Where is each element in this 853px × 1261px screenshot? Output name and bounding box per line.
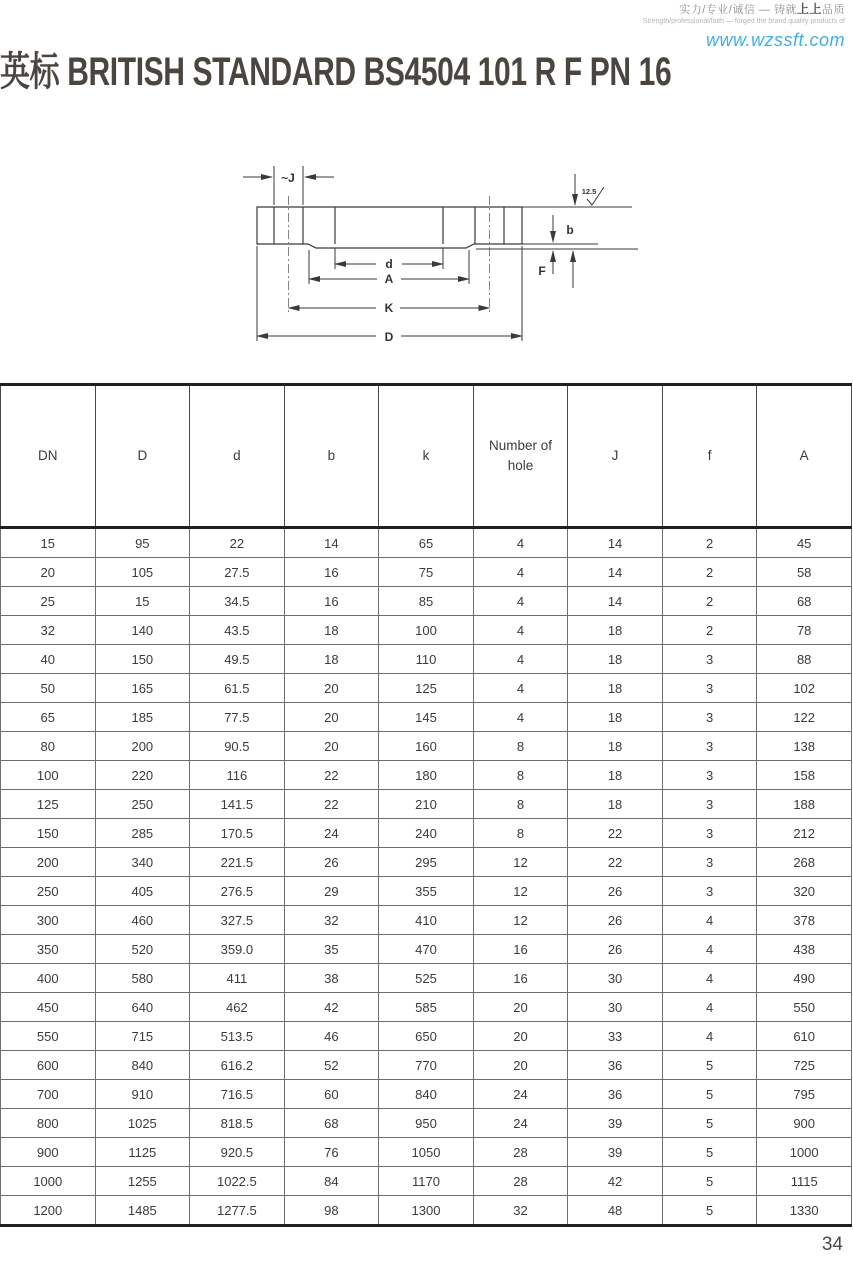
table-cell: 355 <box>379 877 474 906</box>
table-cell: 18 <box>568 703 663 732</box>
table-cell: 26 <box>568 877 663 906</box>
table-cell: 520 <box>95 935 190 964</box>
column-header: k <box>379 385 474 528</box>
table-cell: 410 <box>379 906 474 935</box>
table-cell: 900 <box>757 1109 852 1138</box>
table-cell: 27.5 <box>190 558 285 587</box>
table-cell: 26 <box>568 906 663 935</box>
table-cell: 16 <box>284 558 379 587</box>
table-cell: 212 <box>757 819 852 848</box>
table-cell: 20 <box>284 674 379 703</box>
table-row <box>1 906 852 935</box>
table-cell: 160 <box>379 732 474 761</box>
table-cell: 20 <box>473 993 568 1022</box>
table-cell: 26 <box>284 848 379 877</box>
dim-label-b: b <box>566 223 574 237</box>
spec-table <box>0 383 852 1227</box>
table-cell: 12 <box>473 906 568 935</box>
table-body <box>1 528 852 1226</box>
table-row <box>1 877 852 906</box>
table-cell: 85 <box>379 587 474 616</box>
table-cell: 585 <box>379 993 474 1022</box>
table-cell: 5 <box>662 1138 757 1167</box>
table-cell: 52 <box>284 1051 379 1080</box>
table-cell: 610 <box>757 1022 852 1051</box>
table-cell: 65 <box>379 528 474 558</box>
table-cell: 24 <box>473 1080 568 1109</box>
table-cell: 20 <box>1 558 96 587</box>
table-cell: 188 <box>757 790 852 819</box>
table-cell: 3 <box>662 819 757 848</box>
roughness-value: 12.5 <box>581 187 597 196</box>
table-cell: 250 <box>95 790 190 819</box>
table-cell: 340 <box>95 848 190 877</box>
table-cell: 68 <box>284 1109 379 1138</box>
table-cell: 12 <box>473 877 568 906</box>
table-cell: 122 <box>757 703 852 732</box>
column-header: J <box>568 385 663 528</box>
table-row <box>1 1022 852 1051</box>
table-cell: 39 <box>568 1109 663 1138</box>
table-cell: 8 <box>473 819 568 848</box>
table-cell: 38 <box>284 964 379 993</box>
table-row <box>1 528 852 558</box>
table-cell: 1125 <box>95 1138 190 1167</box>
table-cell: 525 <box>379 964 474 993</box>
table-cell: 105 <box>95 558 190 587</box>
table-cell: 5 <box>662 1109 757 1138</box>
table-cell: 32 <box>473 1196 568 1226</box>
table-row <box>1 790 852 819</box>
table-row <box>1 616 852 645</box>
table-cell: 295 <box>379 848 474 877</box>
table-cell: 14 <box>568 528 663 558</box>
table-cell: 50 <box>1 674 96 703</box>
centerlines <box>289 196 490 314</box>
table-cell: 18 <box>284 645 379 674</box>
table-cell: 165 <box>95 674 190 703</box>
table-cell: 102 <box>757 674 852 703</box>
table-cell: 33 <box>568 1022 663 1051</box>
table-cell: 18 <box>568 790 663 819</box>
table-cell: 32 <box>1 616 96 645</box>
column-header: Number of hole <box>473 385 568 528</box>
brand-name: 上上 <box>796 2 822 16</box>
table-cell: 18 <box>568 645 663 674</box>
table-cell: 840 <box>95 1051 190 1080</box>
table-cell: 2 <box>662 616 757 645</box>
table-cell: 438 <box>757 935 852 964</box>
dim-label-f: F <box>538 264 546 278</box>
table-cell: 4 <box>473 558 568 587</box>
table-cell: 145 <box>379 703 474 732</box>
table-cell: 285 <box>95 819 190 848</box>
table-cell: 800 <box>1 1109 96 1138</box>
table-cell: 405 <box>95 877 190 906</box>
table-cell: 580 <box>95 964 190 993</box>
table-cell: 350 <box>1 935 96 964</box>
table-cell: 36 <box>568 1080 663 1109</box>
table-cell: 140 <box>95 616 190 645</box>
table-cell: 16 <box>473 935 568 964</box>
table-cell: 359.0 <box>190 935 285 964</box>
table-cell: 4 <box>473 528 568 558</box>
table-cell: 3 <box>662 703 757 732</box>
column-header: A <box>757 385 852 528</box>
table-cell: 4 <box>473 703 568 732</box>
table-cell: 14 <box>568 558 663 587</box>
slogan-english: Strength/professional/faith — forged the brand quality products of <box>642 17 845 25</box>
table-cell: 1000 <box>757 1138 852 1167</box>
table-cell: 95 <box>95 528 190 558</box>
table-cell: 35 <box>284 935 379 964</box>
table-cell: 513.5 <box>190 1022 285 1051</box>
table-cell: 300 <box>1 906 96 935</box>
table-row <box>1 732 852 761</box>
table-cell: 715 <box>95 1022 190 1051</box>
table-cell: 1330 <box>757 1196 852 1226</box>
table-cell: 950 <box>379 1109 474 1138</box>
table-cell: 4 <box>662 1022 757 1051</box>
table-cell: 700 <box>1 1080 96 1109</box>
table-cell: 49.5 <box>190 645 285 674</box>
table-cell: 4 <box>473 645 568 674</box>
table-cell: 20 <box>473 1051 568 1080</box>
table-cell: 3 <box>662 877 757 906</box>
table-cell: 8 <box>473 790 568 819</box>
slogan-cn-suffix: 品质 <box>822 4 845 16</box>
table-cell: 8 <box>473 761 568 790</box>
table-cell: 1255 <box>95 1167 190 1196</box>
table-cell: 25 <box>1 587 96 616</box>
table-row <box>1 935 852 964</box>
table-cell: 2 <box>662 558 757 587</box>
table-cell: 45 <box>757 528 852 558</box>
table-cell: 910 <box>95 1080 190 1109</box>
table-cell: 1170 <box>379 1167 474 1196</box>
table-row <box>1 703 852 732</box>
table-cell: 320 <box>757 877 852 906</box>
table-row <box>1 558 852 587</box>
table-cell: 32 <box>284 906 379 935</box>
table-row <box>1 645 852 674</box>
flange-drawing <box>230 150 650 365</box>
table-cell: 20 <box>473 1022 568 1051</box>
table-cell: 48 <box>568 1196 663 1226</box>
table-cell: 40 <box>1 645 96 674</box>
table-cell: 240 <box>379 819 474 848</box>
table-cell: 770 <box>379 1051 474 1080</box>
table-row <box>1 674 852 703</box>
table-row <box>1 1167 852 1196</box>
table-cell: 5 <box>662 1196 757 1226</box>
table-cell: 3 <box>662 761 757 790</box>
table-cell: 12 <box>473 848 568 877</box>
table-cell: 30 <box>568 964 663 993</box>
dim-label-d-outer: D <box>384 330 394 344</box>
table-cell: 61.5 <box>190 674 285 703</box>
table-row <box>1 993 852 1022</box>
table-cell: 490 <box>757 964 852 993</box>
table-cell: 4 <box>662 964 757 993</box>
table-cell: 90.5 <box>190 732 285 761</box>
table-cell: 141.5 <box>190 790 285 819</box>
table-cell: 18 <box>284 616 379 645</box>
table-cell: 200 <box>95 732 190 761</box>
table-cell: 42 <box>568 1167 663 1196</box>
table-cell: 400 <box>1 964 96 993</box>
table-cell: 42 <box>284 993 379 1022</box>
dim-label-k: K <box>384 301 394 315</box>
table-cell: 1300 <box>379 1196 474 1226</box>
table-cell: 98 <box>284 1196 379 1226</box>
table-cell: 88 <box>757 645 852 674</box>
table-cell: 1277.5 <box>190 1196 285 1226</box>
table-cell: 22 <box>284 761 379 790</box>
table-cell: 24 <box>284 819 379 848</box>
table-cell: 65 <box>1 703 96 732</box>
table-cell: 60 <box>284 1080 379 1109</box>
table-cell: 30 <box>568 993 663 1022</box>
table-cell: 210 <box>379 790 474 819</box>
table-cell: 14 <box>284 528 379 558</box>
table-cell: 2 <box>662 528 757 558</box>
table-cell: 150 <box>1 819 96 848</box>
table-row <box>1 1080 852 1109</box>
table-cell: 39 <box>568 1138 663 1167</box>
column-header: b <box>284 385 379 528</box>
table-cell: 920.5 <box>190 1138 285 1167</box>
table-cell: 200 <box>1 848 96 877</box>
slogan-cn-prefix: 实力/专业/诚信 — 铸就 <box>679 4 797 16</box>
table-cell: 138 <box>757 732 852 761</box>
table-cell: 250 <box>1 877 96 906</box>
table-cell: 3 <box>662 732 757 761</box>
table-cell: 4 <box>662 993 757 1022</box>
table-cell: 18 <box>568 674 663 703</box>
table-cell: 14 <box>568 587 663 616</box>
table-cell: 1022.5 <box>190 1167 285 1196</box>
table-cell: 1000 <box>1 1167 96 1196</box>
table-cell: 4 <box>473 674 568 703</box>
table-cell: 185 <box>95 703 190 732</box>
table-cell: 1115 <box>757 1167 852 1196</box>
header-brand-block <box>643 2 845 51</box>
table-cell: 34.5 <box>190 587 285 616</box>
table-cell: 268 <box>757 848 852 877</box>
table-cell: 125 <box>379 674 474 703</box>
table-cell: 22 <box>284 790 379 819</box>
table-cell: 16 <box>284 587 379 616</box>
table-cell: 20 <box>284 703 379 732</box>
table-cell: 78 <box>757 616 852 645</box>
table-row <box>1 1109 852 1138</box>
table-cell: 470 <box>379 935 474 964</box>
table-cell: 125 <box>1 790 96 819</box>
table-cell: 840 <box>379 1080 474 1109</box>
table-cell: 3 <box>662 645 757 674</box>
table-row <box>1 761 852 790</box>
table-cell: 4 <box>473 616 568 645</box>
table-cell: 3 <box>662 848 757 877</box>
table-cell: 46 <box>284 1022 379 1051</box>
table-cell: 5 <box>662 1167 757 1196</box>
table-cell: 15 <box>1 528 96 558</box>
table-cell: 327.5 <box>190 906 285 935</box>
table-cell: 18 <box>568 732 663 761</box>
table-header-row <box>1 385 852 528</box>
table-cell: 3 <box>662 790 757 819</box>
table-cell: 36 <box>568 1051 663 1080</box>
table-cell: 818.5 <box>190 1109 285 1138</box>
table-row <box>1 1138 852 1167</box>
table-cell: 170.5 <box>190 819 285 848</box>
column-header: D <box>95 385 190 528</box>
table-cell: 180 <box>379 761 474 790</box>
table-cell: 18 <box>568 616 663 645</box>
table-cell: 5 <box>662 1080 757 1109</box>
table-cell: 5 <box>662 1051 757 1080</box>
table-cell: 616.2 <box>190 1051 285 1080</box>
table-cell: 43.5 <box>190 616 285 645</box>
page-number: 34 <box>821 1234 843 1255</box>
table-cell: 1050 <box>379 1138 474 1167</box>
table-cell: 80 <box>1 732 96 761</box>
table-cell: 22 <box>568 819 663 848</box>
table-cell: 462 <box>190 993 285 1022</box>
table-cell: 600 <box>1 1051 96 1080</box>
table-cell: 16 <box>473 964 568 993</box>
table-cell: 22 <box>190 528 285 558</box>
table-cell: 8 <box>473 732 568 761</box>
website-url[interactable]: www.wzssft.com <box>705 29 845 50</box>
table-cell: 100 <box>379 616 474 645</box>
table-cell: 28 <box>473 1167 568 1196</box>
table-cell: 100 <box>1 761 96 790</box>
table-cell: 450 <box>1 993 96 1022</box>
table-cell: 460 <box>95 906 190 935</box>
table-cell: 116 <box>190 761 285 790</box>
table-cell: 1485 <box>95 1196 190 1226</box>
table-cell: 110 <box>379 645 474 674</box>
table-cell: 58 <box>757 558 852 587</box>
table-cell: 4 <box>662 906 757 935</box>
table-cell: 77.5 <box>190 703 285 732</box>
column-header: DN <box>1 385 96 528</box>
table-cell: 378 <box>757 906 852 935</box>
page-title: 英标 BRITISH STANDARD BS4504 101 R F PN 16 <box>0 50 672 94</box>
table-cell: 1200 <box>1 1196 96 1226</box>
table-cell: 640 <box>95 993 190 1022</box>
table-cell: 15 <box>95 587 190 616</box>
table-cell: 150 <box>95 645 190 674</box>
table-cell: 28 <box>473 1138 568 1167</box>
table-cell: 650 <box>379 1022 474 1051</box>
table-cell: 3 <box>662 674 757 703</box>
table-row <box>1 1051 852 1080</box>
table-cell: 1025 <box>95 1109 190 1138</box>
table-cell: 4 <box>473 587 568 616</box>
table-cell: 26 <box>568 935 663 964</box>
dim-label-a: A <box>384 272 394 286</box>
table-cell: 68 <box>757 587 852 616</box>
table-cell: 158 <box>757 761 852 790</box>
table-cell: 20 <box>284 732 379 761</box>
table-cell: 18 <box>568 761 663 790</box>
table-cell: 4 <box>662 935 757 964</box>
table-cell: 276.5 <box>190 877 285 906</box>
table-cell: 725 <box>757 1051 852 1080</box>
table-cell: 411 <box>190 964 285 993</box>
table-cell: 550 <box>757 993 852 1022</box>
table-row <box>1 964 852 993</box>
table-row <box>1 848 852 877</box>
table-cell: 22 <box>568 848 663 877</box>
column-header: f <box>662 385 757 528</box>
column-header: d <box>190 385 285 528</box>
table-cell: 220 <box>95 761 190 790</box>
table-row <box>1 587 852 616</box>
table-cell: 2 <box>662 587 757 616</box>
table-cell: 29 <box>284 877 379 906</box>
table-cell: 76 <box>284 1138 379 1167</box>
table-cell: 716.5 <box>190 1080 285 1109</box>
table-row <box>1 1196 852 1226</box>
table-cell: 221.5 <box>190 848 285 877</box>
flange-body-outline <box>257 207 522 248</box>
table-cell: 550 <box>1 1022 96 1051</box>
table-cell: 795 <box>757 1080 852 1109</box>
table-cell: 84 <box>284 1167 379 1196</box>
table-cell: 900 <box>1 1138 96 1167</box>
slogan-chinese <box>643 2 845 18</box>
table-row <box>1 819 852 848</box>
dim-label-d-bore: d <box>385 257 393 271</box>
table-cell: 75 <box>379 558 474 587</box>
table-cell: 24 <box>473 1109 568 1138</box>
dim-label-j: ~J <box>281 171 295 185</box>
